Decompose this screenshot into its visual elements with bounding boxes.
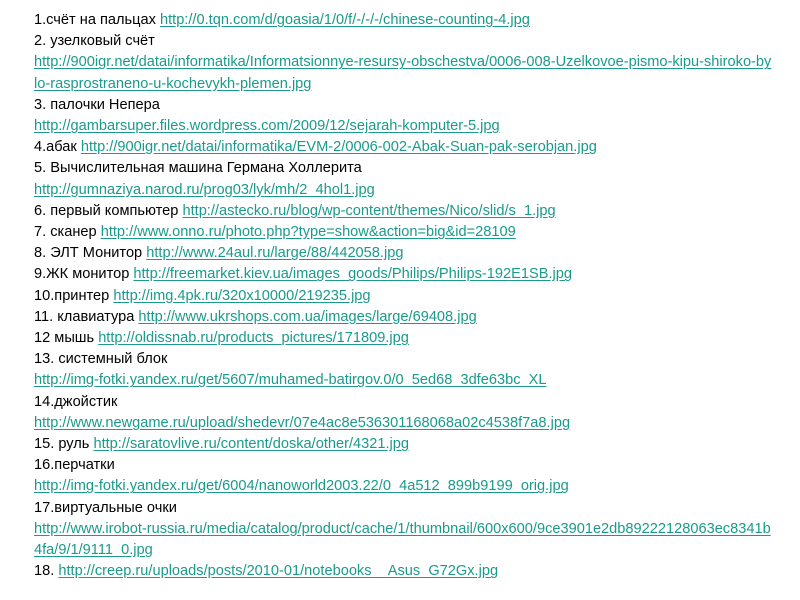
source-list bbox=[34, 10, 772, 582]
source-entry-7 bbox=[34, 222, 772, 243]
source-link[interactable]: http://www.ukrshops.com.ua/images/large/69408.jpg bbox=[138, 308, 477, 325]
source-link[interactable]: http://oldissnab.ru/products_pictures/171809.jpg bbox=[98, 330, 409, 347]
source-link[interactable]: http://gambarsuper.files.wordpress.com/2009/12/sejarah-komputer-5.jpg bbox=[34, 118, 500, 135]
source-link[interactable]: http://900igr.net/datai/informatika/Informatsionnye-resursy-obschestva/0006-008-Uzelkovoe-pismo-kipu-shiroko-bylo-rasprostraneno-u-kochevykh-plemen.jpg bbox=[34, 54, 772, 92]
source-entry-11 bbox=[34, 307, 772, 328]
source-link[interactable]: http://img-fotki.yandex.ru/get/5607/muhamed-batirgov.0/0_5ed68_3dfe63bc_XL bbox=[34, 372, 547, 389]
source-link[interactable]: http://astecko.ru/blog/wp-content/themes/Nico/slid/s_1.jpg bbox=[182, 202, 556, 219]
source-entry-17 bbox=[34, 498, 772, 562]
source-link[interactable]: http://img.4pk.ru/320x10000/219235.jpg bbox=[113, 287, 371, 304]
source-label: 4.абак bbox=[34, 139, 77, 156]
source-link[interactable]: http://gumnaziya.narod.ru/prog03/lyk/mh/2_4hol1.jpg bbox=[34, 181, 375, 198]
source-link[interactable]: http://img-fotki.yandex.ru/get/6004/nanoworld2003.22/0_4a512_899b9199_orig.jpg bbox=[34, 478, 569, 495]
source-link[interactable]: http://900igr.net/datai/informatika/EVM-2/0006-002-Abak-Suan-pak-serobjan.jpg bbox=[80, 139, 597, 156]
source-entry-8 bbox=[34, 243, 772, 264]
source-label: 16.перчатки bbox=[34, 457, 115, 474]
source-label: 2. узелковый счёт bbox=[34, 33, 155, 50]
source-entry-6 bbox=[34, 201, 772, 222]
source-entry-12 bbox=[34, 328, 772, 349]
source-link[interactable]: http://www.onno.ru/photo.php?type=show&action=big&id=28109 bbox=[100, 224, 516, 241]
source-entry-13 bbox=[34, 349, 772, 391]
source-entry-4 bbox=[34, 137, 772, 158]
source-label: 1.счёт на пальцах bbox=[34, 12, 156, 28]
source-link[interactable]: http://0.tqn.com/d/goasia/1/0/f/-/-/-/chinese-counting-4.jpg bbox=[159, 12, 530, 28]
source-label: 3. палочки Непера bbox=[34, 96, 160, 113]
source-link[interactable]: http://www.newgame.ru/upload/shedevr/07e4ac8e536301168068a02c4538f7a8.jpg bbox=[34, 414, 571, 431]
source-label: 18. bbox=[34, 563, 55, 580]
source-entry-16 bbox=[34, 455, 772, 497]
source-label: 17.виртуальные очки bbox=[34, 499, 177, 516]
source-label: 11. клавиатура bbox=[34, 308, 135, 325]
source-entry-18 bbox=[34, 561, 772, 582]
source-label: 6. первый компьютер bbox=[34, 202, 179, 219]
source-link[interactable]: http://freemarket.kiev.ua/images_goods/Philips/Philips-192E1SB.jpg bbox=[133, 266, 572, 283]
source-entry-5 bbox=[34, 158, 772, 200]
source-label: 8. ЭЛТ Монитор bbox=[34, 245, 143, 262]
source-entry-14 bbox=[34, 392, 772, 434]
source-entry-2 bbox=[34, 31, 772, 95]
source-link[interactable]: http://www.irobot-russia.ru/media/catalog/product/cache/1/thumbnail/600x600/9ce3901e2db89222128063ec8341b4fa/9/1/9111_0.jpg bbox=[34, 520, 771, 559]
source-label: 10.принтер bbox=[34, 287, 110, 304]
source-label: 15. руль bbox=[34, 436, 90, 453]
source-label: 14.джойстик bbox=[34, 393, 118, 410]
source-label: 5. Вычислительная машина Германа Холлерита bbox=[34, 160, 362, 177]
source-label: 9.ЖК монитор bbox=[34, 266, 130, 283]
source-label: 12 мышь bbox=[34, 330, 95, 347]
source-label: 13. системный блок bbox=[34, 351, 168, 368]
source-link[interactable]: http://www.24aul.ru/large/88/442058.jpg bbox=[146, 245, 404, 262]
source-link[interactable]: http://saratovlive.ru/content/doska/other/4321.jpg bbox=[93, 436, 410, 453]
source-entry-10 bbox=[34, 286, 772, 307]
source-label: 7. сканер bbox=[34, 224, 97, 241]
source-entry-15 bbox=[34, 434, 772, 455]
source-link[interactable]: http://creep.ru/uploads/posts/2010-01/notebooks__Asus_G72Gx.jpg bbox=[58, 563, 499, 580]
source-entry-3 bbox=[34, 95, 772, 137]
source-entry-1 bbox=[34, 10, 772, 31]
source-entry-9 bbox=[34, 264, 772, 285]
